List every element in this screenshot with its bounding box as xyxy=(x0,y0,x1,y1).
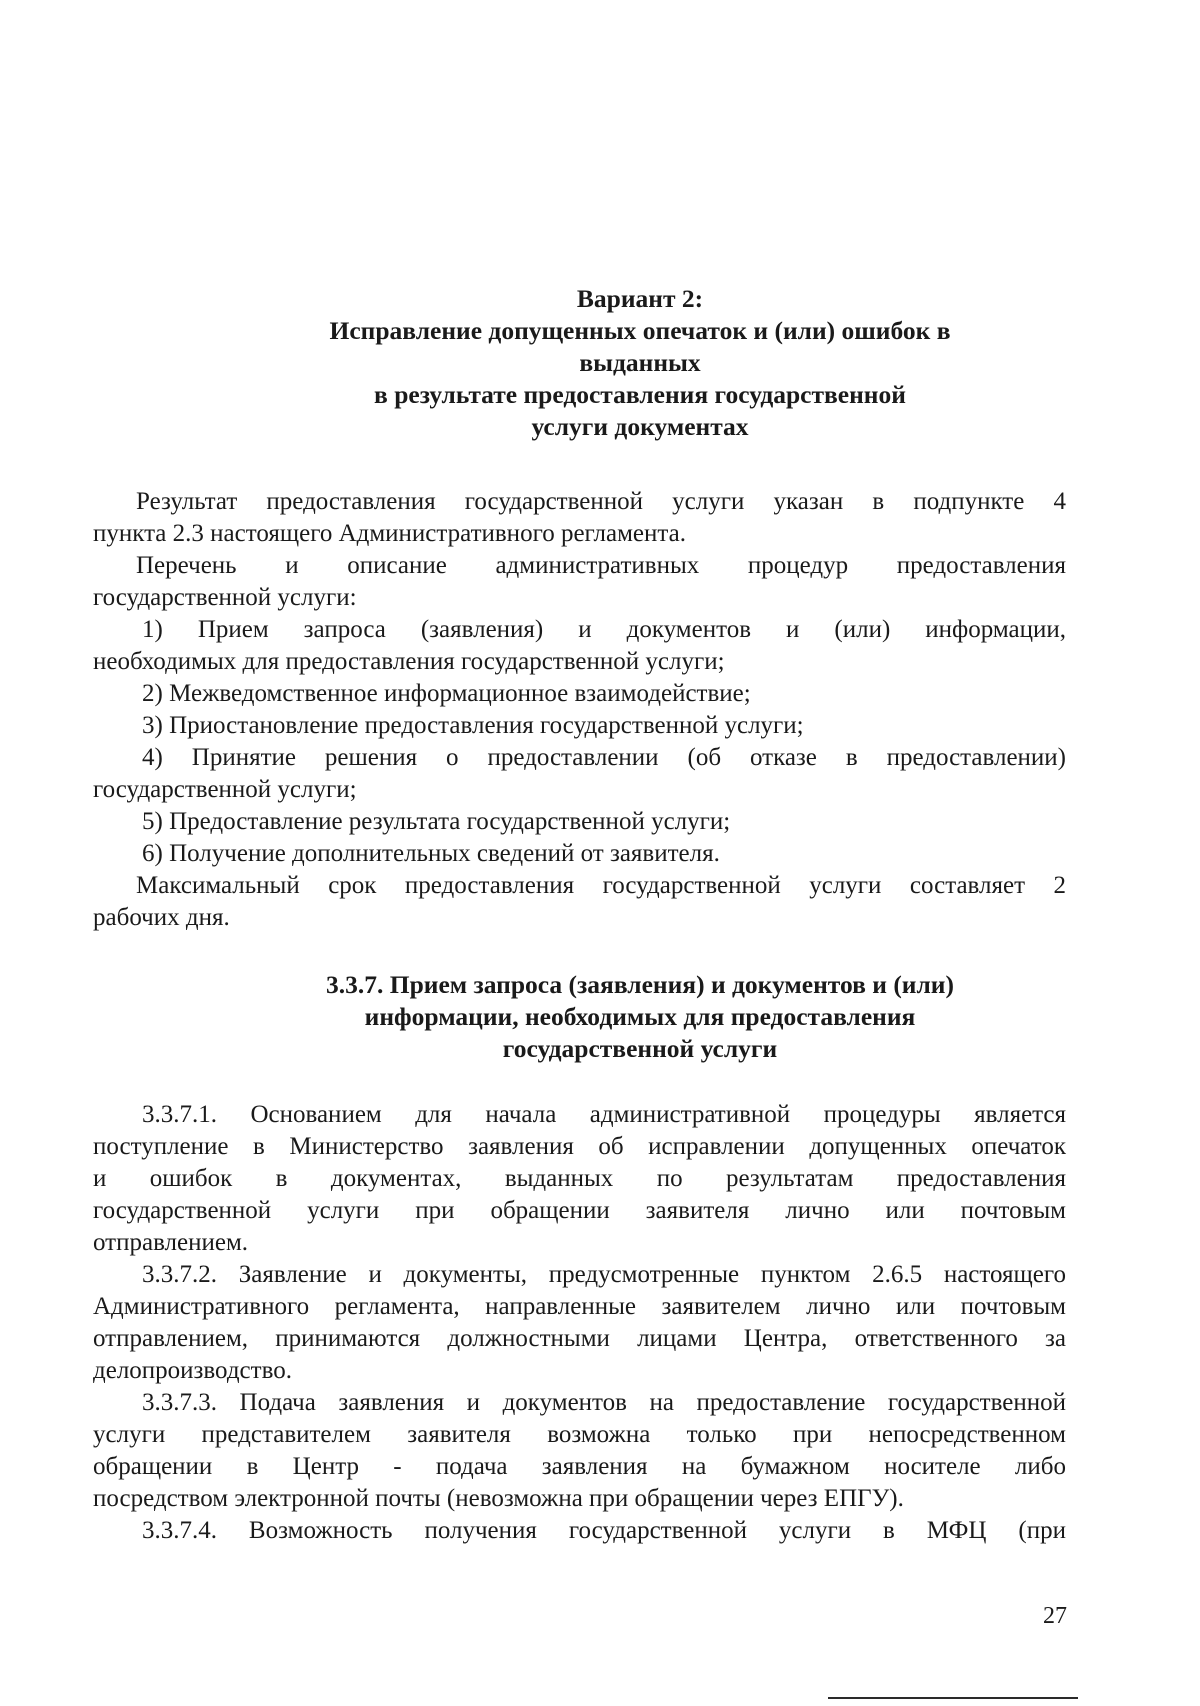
text-line: 2) Межведомственное информационное взаимодействие; xyxy=(142,680,751,707)
text-line: обращении в Центр - подача заявления на бумажном носителе либо xyxy=(93,1453,1066,1480)
text-line: рабочих дня. xyxy=(93,904,230,931)
text-line: 3.3.7.1. Основанием для начала административной процедуры является xyxy=(142,1101,1066,1128)
text-line: пункта 2.3 настоящего Административного регламента. xyxy=(93,520,686,547)
heading-line: услуги документах xyxy=(531,412,749,441)
procedure-list-item-3 xyxy=(93,710,1066,742)
result-paragraph xyxy=(93,486,1066,550)
text-line: необходимых для предоставления государственной услуги; xyxy=(93,648,725,675)
procedures-intro-paragraph xyxy=(93,550,1066,614)
text-line: Перечень и описание административных процедур предоставления xyxy=(136,552,1066,579)
section-heading-3-3-7 xyxy=(0,969,1200,1065)
text-line: Максимальный срок предоставления государственной услуги составляет 2 xyxy=(136,872,1066,899)
clause-3-3-7-1 xyxy=(93,1099,1066,1259)
text-line: отправлением, принимаются должностными лицами Центра, ответственного за xyxy=(93,1325,1066,1352)
text-line: 5) Предоставление результата государственной услуги; xyxy=(142,808,731,835)
text-line: 4) Принятие решения о предоставлении (об отказе в предоставлении) xyxy=(142,744,1066,771)
clause-3-3-7-4 xyxy=(93,1515,1066,1547)
text-line: 1) Прием запроса (заявления) и документов и (или) информации, xyxy=(142,616,1066,643)
heading-line: государственной услуги xyxy=(502,1034,778,1063)
text-line: услуги представителем заявителя возможна только при непосредственном xyxy=(93,1421,1066,1448)
heading-line: информации, необходимых для предоставления xyxy=(364,1002,916,1031)
text-line: 3.3.7.3. Подача заявления и документов на предоставление государственной xyxy=(142,1389,1066,1416)
heading-line: Вариант 2: xyxy=(576,284,704,313)
text-line: 3.3.7.2. Заявление и документы, предусмотренные пунктом 2.6.5 настоящего xyxy=(142,1261,1066,1288)
procedure-list-item-5 xyxy=(93,806,1066,838)
procedure-list-item-1 xyxy=(93,614,1066,678)
text-line: государственной услуги при обращении заявителя лично или почтовым xyxy=(93,1197,1066,1224)
text-line: 3.3.7.4. Возможность получения государственной услуги в МФЦ (при xyxy=(142,1517,1066,1544)
procedure-list-item-6 xyxy=(93,838,1066,870)
text-line: Результат предоставления государственной услуги указан в подпункте 4 xyxy=(136,488,1066,515)
text-line: отправлением. xyxy=(93,1229,249,1256)
clause-3-3-7-3 xyxy=(93,1387,1066,1515)
procedure-list-item-2 xyxy=(93,678,1066,710)
max-term-paragraph xyxy=(93,870,1066,934)
text-line: поступление в Министерство заявления об исправлении допущенных опечаток xyxy=(93,1133,1066,1160)
scan-edge-line xyxy=(828,1697,1078,1699)
text-line: делопроизводство. xyxy=(93,1357,292,1384)
page-number: 27 xyxy=(1043,1603,1067,1629)
text-line: Административного регламента, направленные заявителем лично или почтовым xyxy=(93,1293,1066,1320)
heading-line: в результате предоставления государственной xyxy=(374,380,906,409)
text-line: 6) Получение дополнительных сведений от заявителя. xyxy=(142,840,720,867)
heading-line: Исправление допущенных опечаток и (или) ошибок в xyxy=(329,316,951,345)
text-line: 3) Приостановление предоставления государственной услуги; xyxy=(142,712,804,739)
text-line: государственной услуги; xyxy=(93,776,357,803)
procedure-list-item-4 xyxy=(93,742,1066,806)
text-line: и ошибок в документах, выданных по результатам предоставления xyxy=(93,1165,1066,1192)
text-line: посредством электронной почты (невозможна при обращении через ЕПГУ). xyxy=(93,1485,904,1512)
variant-heading xyxy=(0,283,1200,443)
clause-3-3-7-2 xyxy=(93,1259,1066,1387)
text-line: государственной услуги: xyxy=(93,584,357,611)
heading-line: 3.3.7. Прием запроса (заявления) и документов и (или) xyxy=(326,970,954,999)
heading-line: выданных xyxy=(579,348,701,377)
